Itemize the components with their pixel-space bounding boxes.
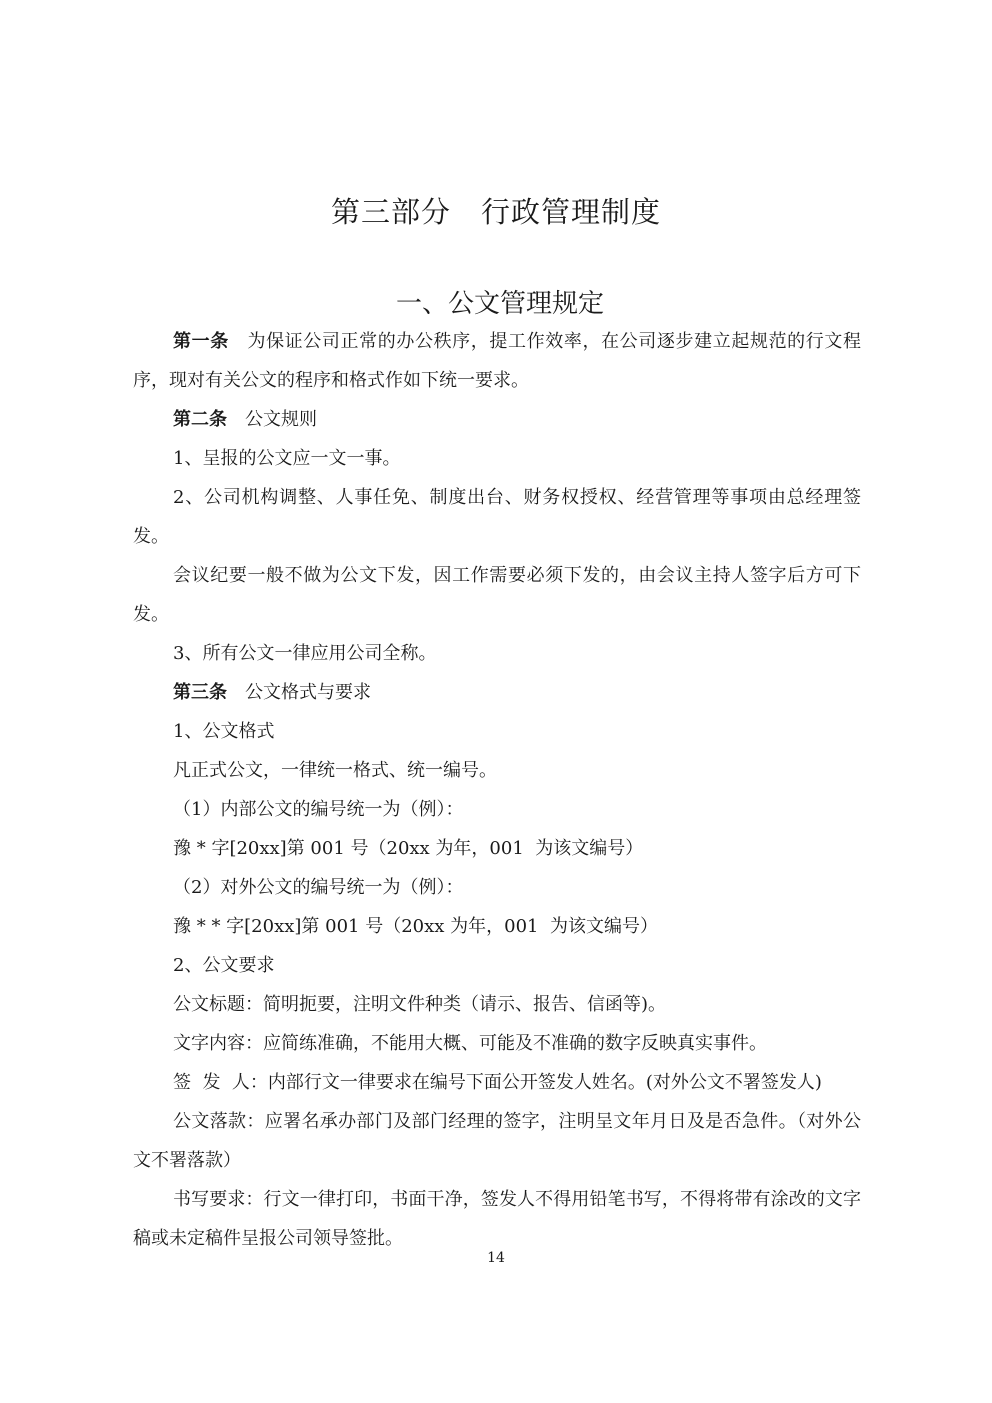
article-label: 第一条 bbox=[173, 331, 229, 352]
paragraph bbox=[133, 868, 861, 907]
paragraph bbox=[133, 829, 861, 868]
paragraph bbox=[133, 1024, 861, 1063]
article-label: 第三条 bbox=[173, 682, 227, 703]
page-number: 14 bbox=[487, 1250, 505, 1266]
paragraph bbox=[133, 1063, 861, 1102]
paragraph-text: 豫 * * 字[20xx]第 001 号（20xx 为年，001 为该文编号） bbox=[173, 916, 658, 937]
paragraph-text: （1）内部公文的编号统一为（例）： bbox=[173, 799, 464, 820]
paragraph bbox=[133, 1102, 861, 1180]
paragraph-text: （2）对外公文的编号统一为（例）： bbox=[173, 877, 464, 898]
paragraph bbox=[133, 712, 861, 751]
paragraph-text: 2、公文要求 bbox=[173, 955, 275, 976]
paragraph-text: 书写要求：行文一律打印，书面干净，签发人不得用铅笔书写，不得将带有涂改的文字稿或未定稿件呈报公司领导签批。 bbox=[133, 1189, 861, 1249]
paragraph-text: 1、呈报的公文应一文一事。 bbox=[173, 448, 401, 469]
paragraph bbox=[133, 751, 861, 790]
paragraph-text: 公文格式与要求 bbox=[227, 682, 371, 703]
paragraph bbox=[133, 634, 861, 673]
paragraph-text: 为保证公司正常的办公秩序，提工作效率，在公司逐步建立起规范的行文程序，现对有关公文的程序和格式作如下统一要求。 bbox=[133, 331, 862, 391]
paragraph-text: 凡正式公文，一律统一格式、统一编号。 bbox=[173, 760, 497, 781]
paragraph bbox=[133, 439, 861, 478]
paragraph bbox=[133, 322, 861, 400]
paragraph-text: 豫 * 字[20xx]第 001 号（20xx 为年，001 为该文编号） bbox=[173, 838, 644, 859]
paragraph bbox=[133, 673, 861, 712]
paragraph-text: 签 发 人：内部行文一律要求在编号下面公开签发人姓名。(对外公文不署签发人) bbox=[173, 1072, 822, 1093]
paragraph-text: 会议纪要一般不做为公文下发，因工作需要必须下发的，由会议主持人签字后方可下发。 bbox=[133, 565, 861, 625]
paragraph bbox=[133, 1180, 861, 1258]
paragraph-text: 公文规则 bbox=[227, 409, 317, 430]
paragraph-text: 1、公文格式 bbox=[173, 721, 275, 742]
paragraph bbox=[133, 985, 861, 1024]
paragraph bbox=[133, 790, 861, 829]
paragraph bbox=[133, 946, 861, 985]
paragraph-text: 2、公司机构调整、人事任免、制度出台、财务权授权、经营管理等事项由总经理签发。 bbox=[133, 487, 861, 547]
paragraph bbox=[133, 907, 861, 946]
paragraph-text: 公文落款：应署名承办部门及部门经理的签字，注明呈文年月日及是否急件。（对外公文不署落款） bbox=[133, 1111, 861, 1171]
document-body bbox=[133, 322, 861, 1258]
paragraph-text: 3、所有公文一律应用公司全称。 bbox=[173, 643, 437, 664]
paragraph bbox=[133, 556, 861, 634]
paragraph bbox=[133, 400, 861, 439]
part-title: 第三部分 行政管理制度 bbox=[330, 195, 661, 229]
paragraph bbox=[133, 478, 861, 556]
section-title: 一、公文管理规定 bbox=[395, 289, 604, 319]
article-label: 第二条 bbox=[173, 409, 227, 430]
paragraph-text: 文字内容：应简练准确，不能用大概、可能及不准确的数字反映真实事件。 bbox=[173, 1033, 767, 1054]
paragraph-text: 公文标题：简明扼要，注明文件种类（请示、报告、信函等)。 bbox=[173, 994, 667, 1015]
